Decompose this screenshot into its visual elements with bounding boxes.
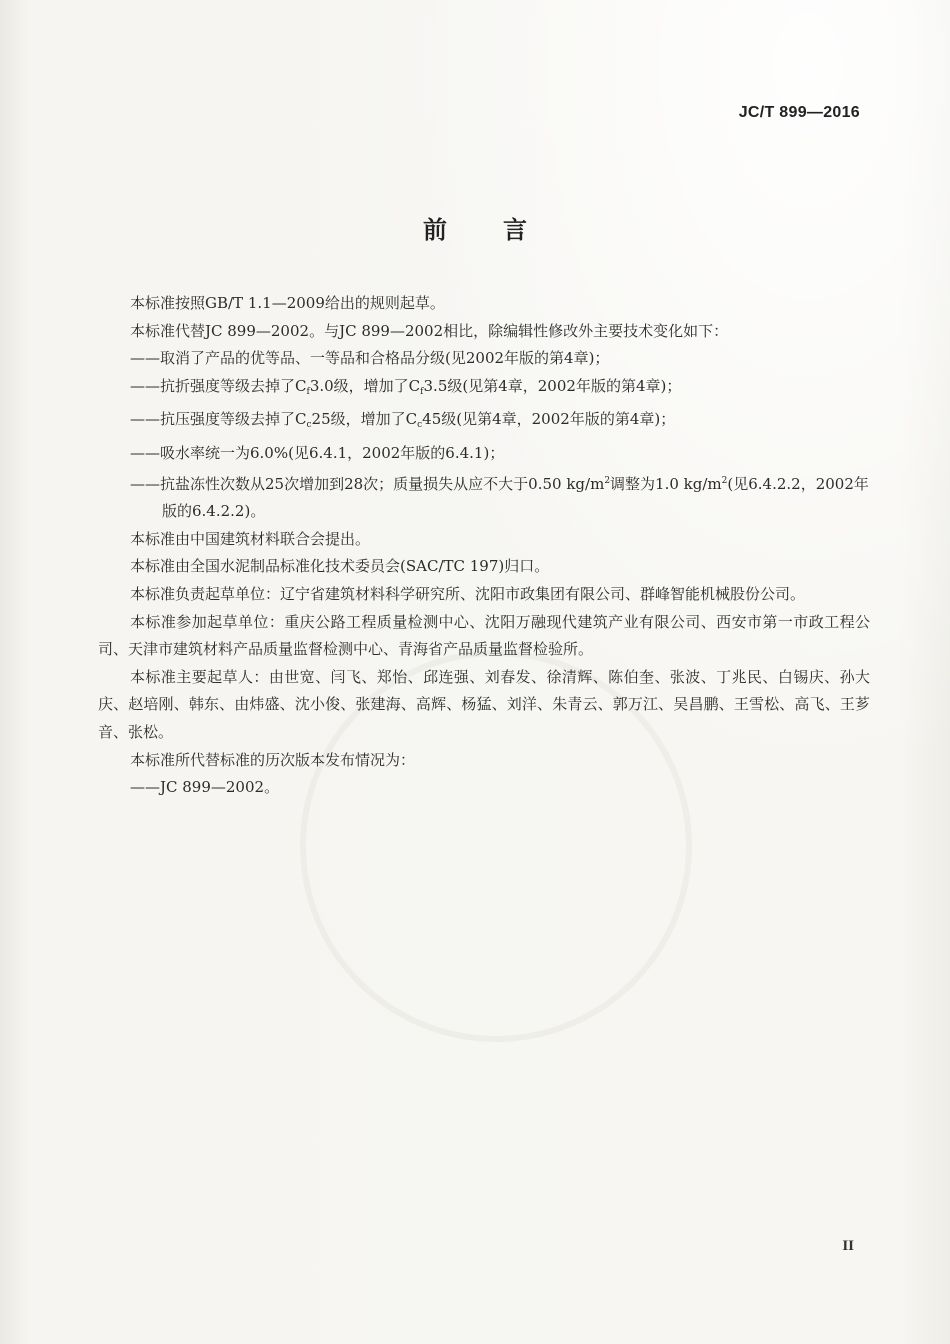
change-compressive-sub1: c [306,420,312,431]
change-flexural-sub2: f [420,386,424,397]
paragraph-drafting-rules: 本标准按照GB/T 1.1—2009给出的规则起草。 [130,294,445,312]
change-flexural-mid: 3.0级，增加了C [309,376,421,395]
change-flexural-sub1: f [306,386,310,397]
paragraph-main-drafters: 本标准主要起草人：由世宽、闫飞、郑怡、邱连强、刘春发、徐清辉、陈伯奎、张波、丁兆民、白锡庆、孙大庆、赵培刚、韩东、由炜盛、沈小俊、张建海、高辉、杨猛、刘洋、朱青云、郭万江、吴昌鹏、王雪松、高飞、王芗音、张松。 [98,667,870,741]
change-flexural-pre: ——抗折强度等级去掉了C [130,376,307,395]
paragraph-participating-drafters: 本标准参加起草单位：重庆公路工程质量检测中心、沈阳万融现代建筑产业有限公司、西安市第一市政工程公司、天津市建筑材料产品质量监督检测中心、青海省产品质量监督检验所。 [98,612,870,659]
change-salt-mid: 调整为1.0 kg/m [610,474,722,493]
change-item-absorption: ——吸水率统一为6.0%(见6.4.1，2002年版的6.4.1)； [130,443,505,462]
page-title: 前言 [423,216,583,244]
change-salt-sup1: 2 [604,475,611,486]
change-salt-sup2: 2 [721,475,728,486]
paragraph-proposed-by: 本标准由中国建筑材料联合会提出。 [130,529,371,548]
standard-code: JC/T 899—2016 [738,104,860,121]
paragraph-replaces: 本标准代替JC 899—2002。与JC 899—2002相比，除编辑性修改外主要技术变化如下： [130,321,729,340]
change-item-compressive [98,406,870,440]
change-compressive-mid: 25级，增加了C [311,410,418,429]
paragraph-previous-version: ——JC 899—2002。 [130,778,280,797]
change-salt-post: (见6.4.2.2，2002年版的6.4.2.2)。 [162,474,869,521]
change-compressive-post: 45级(见第4章，2002年版的第4章)； [422,410,676,429]
paragraph-version-history: 本标准所代替标准的历次版本发布情况为： [130,750,416,769]
change-item-grades: ——取消了产品的优等品、一等品和合格品分级(见2002年版的第4章)； [130,349,610,368]
foreword-body [98,290,870,802]
paragraph-administered-by: 本标准由全国水泥制品标准化技术委员会(SAC/TC 197)归口。 [130,557,550,576]
change-compressive-pre: ——抗压强度等级去掉了C [130,410,307,429]
change-salt-pre: ——抗盐冻性次数从25次增加到28次；质量损失从应不大于0.50 kg/m [130,474,605,493]
change-item-salt-frost [98,468,870,526]
change-flexural-post: 3.5级(见第4章，2002年版的第4章)； [423,376,682,395]
page-number: II [842,1238,854,1254]
change-item-flexural [98,373,870,407]
paragraph-lead-drafters: 本标准负责起草单位：辽宁省建筑材料科学研究所、沈阳市政集团有限公司、群峰智能机械股份公司。 [130,584,806,603]
change-compressive-sub2: c [417,420,423,431]
